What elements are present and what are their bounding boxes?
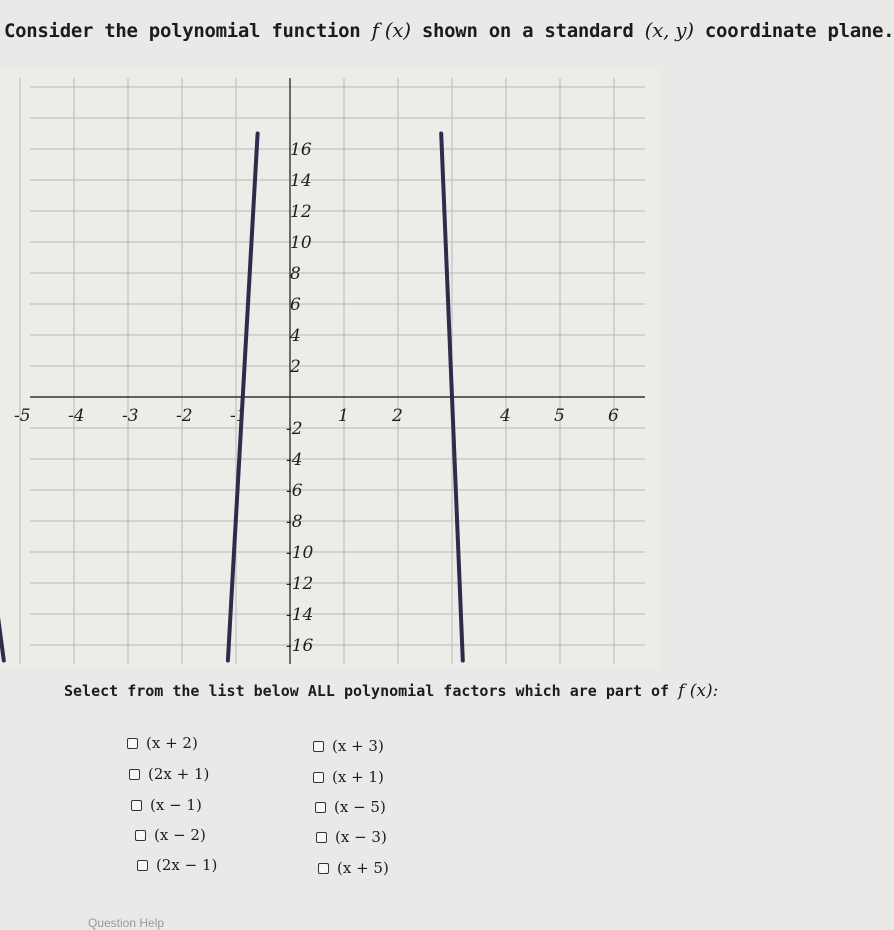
- y-tick-label: 16: [290, 140, 312, 160]
- x-tick-label: 4: [500, 406, 511, 426]
- checkbox[interactable]: [135, 830, 146, 841]
- option-x-minus-3[interactable]: (x − 3): [316, 828, 387, 846]
- x-tick-label: -4: [68, 406, 85, 426]
- option-2x-minus-1[interactable]: (2x − 1): [137, 856, 217, 874]
- y-tick-label: -2: [286, 419, 303, 439]
- option-x-plus-5[interactable]: (x + 5): [318, 859, 389, 877]
- question-coords: (x, y): [644, 18, 694, 42]
- checkbox[interactable]: [316, 832, 327, 843]
- question-function: f (x): [371, 18, 411, 42]
- prompt-text: [64, 681, 718, 701]
- checkbox[interactable]: [315, 802, 326, 813]
- question-text: [4, 18, 894, 42]
- y-tick-label: 12: [290, 202, 312, 222]
- y-tick-label: 4: [290, 326, 301, 346]
- y-tick-label: -8: [286, 512, 303, 532]
- checkbox[interactable]: [127, 738, 138, 749]
- y-tick-label: -14: [286, 605, 314, 625]
- coordinate-graph: [0, 70, 660, 670]
- option-2x-plus-1[interactable]: (2x + 1): [129, 765, 209, 783]
- checkbox[interactable]: [313, 772, 324, 783]
- x-tick-label: 2: [392, 406, 403, 426]
- y-tick-label: 8: [290, 264, 301, 284]
- y-tick-label: 10: [290, 233, 312, 253]
- option-x-plus-3[interactable]: (x + 3): [313, 737, 384, 755]
- y-tick-label: 6: [290, 295, 301, 315]
- checkbox[interactable]: [313, 741, 324, 752]
- y-tick-label: -4: [286, 450, 303, 470]
- x-tick-label: -1: [230, 406, 247, 426]
- option-x-minus-2[interactable]: (x − 2): [135, 826, 206, 844]
- question-help-link[interactable]: Question Help: [88, 916, 165, 930]
- checkbox[interactable]: [129, 769, 140, 780]
- question-suffix: coordinate plane.: [704, 20, 894, 42]
- option-x-plus-1[interactable]: (x + 1): [313, 768, 384, 786]
- x-tick-label: 1: [338, 406, 349, 426]
- checkbox[interactable]: [318, 863, 329, 874]
- prompt-label: Select from the list below ALL polynomial factors which are part of: [64, 682, 670, 700]
- y-tick-label: -10: [286, 543, 314, 563]
- question-middle: shown on a standard: [421, 20, 634, 42]
- y-tick-label: -6: [286, 481, 303, 501]
- question-prefix: Consider the polynomial function: [4, 20, 361, 42]
- y-tick-label: -16: [286, 636, 314, 656]
- option-x-plus-2[interactable]: (x + 2): [127, 734, 198, 752]
- checkbox[interactable]: [137, 860, 148, 871]
- x-tick-label: -5: [14, 406, 31, 426]
- y-tick-label: 2: [290, 357, 301, 377]
- x-tick-label: 6: [608, 406, 619, 426]
- x-tick-label: 5: [554, 406, 565, 426]
- y-tick-label: 14: [290, 171, 312, 191]
- option-x-minus-5[interactable]: (x − 5): [315, 798, 386, 816]
- y-tick-label: -12: [286, 574, 314, 594]
- prompt-function: f (x):: [678, 681, 719, 701]
- x-tick-label: -3: [122, 406, 139, 426]
- checkbox[interactable]: [131, 800, 142, 811]
- option-x-minus-1[interactable]: (x − 1): [131, 796, 202, 814]
- x-tick-label: -2: [176, 406, 193, 426]
